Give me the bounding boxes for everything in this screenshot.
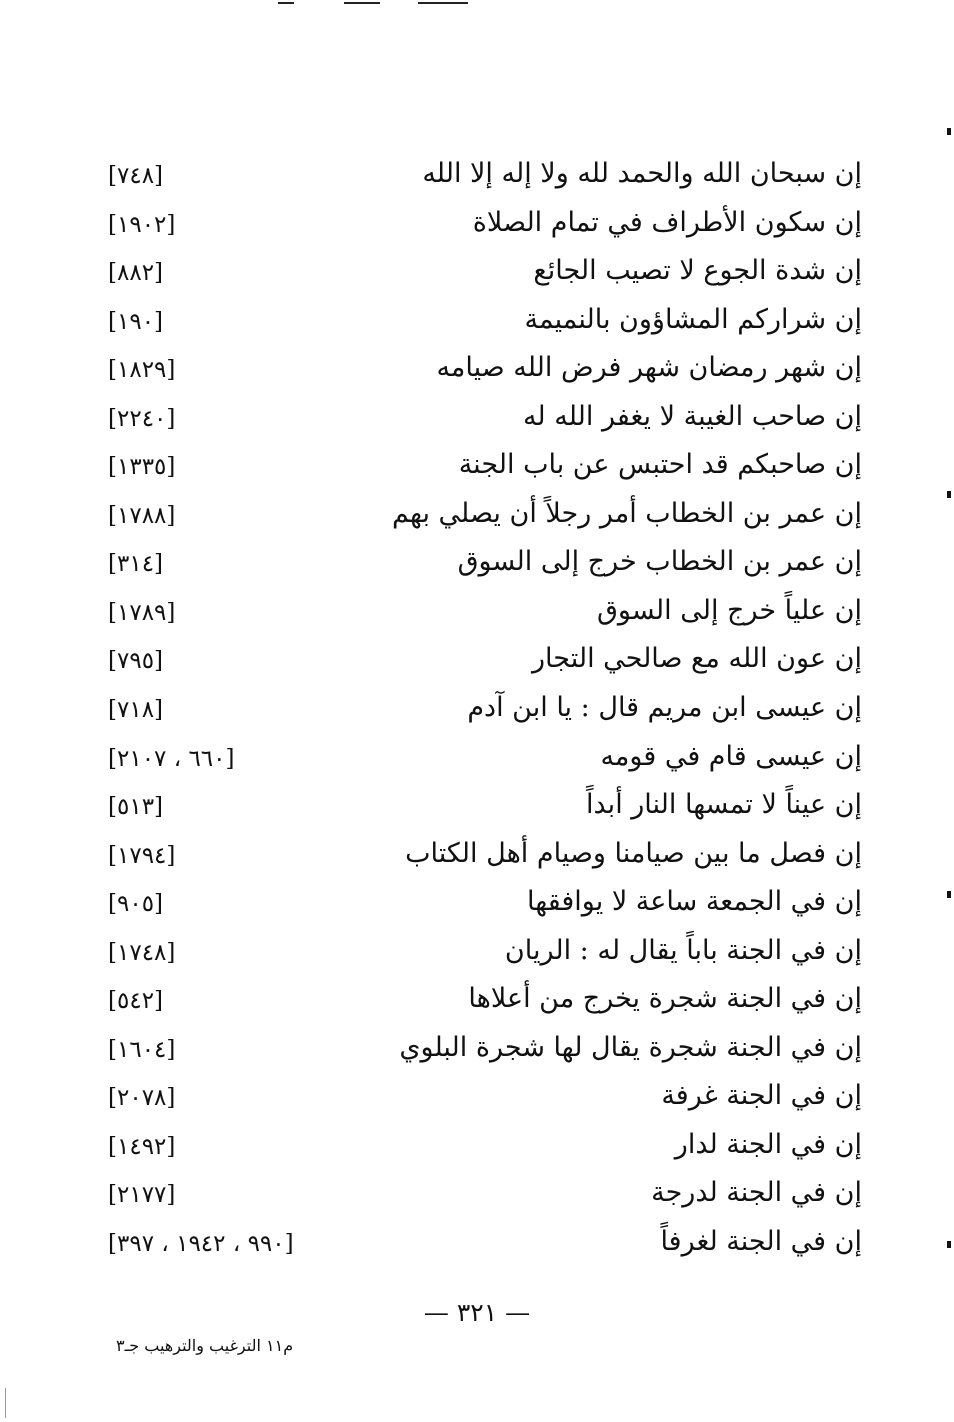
- reference-numbers: [١٧٩٤]: [108, 842, 176, 869]
- index-entry: [0, 298, 954, 347]
- index-entry: [0, 929, 954, 978]
- hadith-phrase: إن عمر بن الخطاب خرج إلى السوق: [457, 546, 862, 578]
- index-entry: [0, 1171, 954, 1220]
- hadith-phrase: إن عيسى ابن مريم قال : يا ابن آدم: [467, 692, 862, 724]
- index-entry: [0, 492, 954, 541]
- index-entry: [0, 201, 954, 250]
- reference-numbers: [١٧٨٩]: [108, 599, 176, 626]
- hadith-phrase: إن في الجنة شجرة يقال لها شجرة البلوي: [399, 1031, 862, 1063]
- reference-numbers: [١٤٩٢]: [108, 1133, 176, 1160]
- index-entry: [0, 1123, 954, 1172]
- index-entry: [0, 346, 954, 395]
- hadith-phrase: إن سبحان الله والحمد لله ولا إله إلا الله: [422, 158, 862, 189]
- index-entry: [0, 152, 954, 201]
- page-number: — ٣٢١ —: [423, 1298, 531, 1327]
- hadith-phrase: إن عيسى قام في قومه: [600, 740, 862, 772]
- index-entry: [0, 637, 954, 686]
- reference-numbers: [١٧٨٨]: [108, 502, 176, 529]
- hadith-phrase: إن صاحب الغيبة لا يغفر الله له: [522, 400, 862, 432]
- hadith-phrase: إن في الجنة شجرة يخرج من أعلاها: [468, 983, 862, 1015]
- reference-numbers: [١٧٤٨]: [108, 939, 176, 966]
- index-entry: [0, 1220, 954, 1269]
- hadith-phrase: إن شراركم المشاؤون بالنميمة: [524, 303, 862, 335]
- index-entry: [0, 443, 954, 492]
- index-entry: [0, 249, 954, 298]
- reference-numbers: [٥٤٢]: [108, 988, 164, 1015]
- scan-edge-mark: [5, 1388, 6, 1418]
- hadith-phrase: إن عمر بن الخطاب أمر رجلاً أن يصلي بهم: [392, 497, 862, 529]
- hadith-phrase: إن عون الله مع صالحي التجار: [532, 643, 862, 675]
- reference-numbers: [١٩٠٢]: [108, 211, 176, 238]
- hadith-phrase: إن علياً خرج إلى السوق: [596, 594, 862, 626]
- reference-numbers: [٢٠٧٨]: [108, 1085, 176, 1112]
- index-entry: [0, 686, 954, 735]
- reference-numbers: [١٣٣٥]: [108, 454, 176, 481]
- hadith-phrase: إن في الجنة لغرفاً: [660, 1226, 862, 1258]
- top-rule-1: [278, 2, 294, 4]
- hadith-phrase: إن فصل ما بين صيامنا وصيام أهل الكتاب: [405, 837, 862, 869]
- reference-numbers: [٣١٤]: [108, 551, 164, 578]
- hadith-phrase: إن سكون الأطراف في تمام الصلاة: [472, 206, 862, 238]
- index-entry: [0, 977, 954, 1026]
- hadith-phrase: إن في الجنة لدار: [674, 1128, 862, 1160]
- hadith-phrase: إن صاحبكم قد احتبس عن باب الجنة: [458, 449, 862, 481]
- index-entry: [0, 589, 954, 638]
- reference-numbers: [٨٨٢]: [108, 260, 164, 287]
- reference-numbers: [٩٩٠ ، ١٩٤٢ ، ٣٩٧]: [108, 1231, 294, 1258]
- index-entry: [0, 832, 954, 881]
- hadith-phrase: إن في الجمعة ساعة لا يوافقها: [527, 886, 862, 918]
- footer-signature: م١١ الترغيب والترهيب جـ٣: [116, 1336, 294, 1355]
- hadith-phrase: إن في الجنة غرفة: [661, 1080, 862, 1112]
- index-entry: [0, 1074, 954, 1123]
- hadith-phrase: إن عيناً لا تمسها النار أبداً: [586, 789, 862, 821]
- index-entry: [0, 880, 954, 929]
- top-rule-3: [418, 2, 468, 4]
- reference-numbers: [٢١٧٧]: [108, 1182, 176, 1209]
- hadith-phrase: إن شدة الجوع لا تصيب الجائع: [533, 255, 862, 287]
- index-entry: [0, 783, 954, 832]
- reference-numbers: [٢٢٤٠]: [108, 405, 176, 432]
- top-rule-2: [344, 2, 380, 4]
- index-entry: [0, 395, 954, 444]
- hadith-phrase: إن شهر رمضان شهر فرض الله صيامه: [436, 352, 862, 384]
- hadith-phrase: إن في الجنة باباً يقال له : الريان: [504, 934, 862, 966]
- reference-numbers: [١٦٠٤]: [108, 1036, 176, 1063]
- reference-numbers: [٩٠٥]: [108, 891, 164, 918]
- reference-numbers: [٧٤٨]: [108, 163, 164, 189]
- index-entries-list: [0, 152, 954, 1269]
- reference-numbers: [٧١٨]: [108, 697, 164, 724]
- reference-numbers: [٧٩٥]: [108, 648, 164, 675]
- reference-numbers: [٥١٣]: [108, 794, 164, 821]
- hadith-phrase: إن في الجنة لدرجة: [651, 1177, 862, 1209]
- index-entry: [0, 735, 954, 784]
- reference-numbers: [١٩٠]: [108, 308, 164, 335]
- reference-numbers: [٦٦٠ ، ٢١٠٧]: [108, 745, 235, 772]
- margin-mark-1: [947, 128, 951, 135]
- index-entry: [0, 540, 954, 589]
- index-entry: [0, 1026, 954, 1075]
- reference-numbers: [١٨٢٩]: [108, 357, 176, 384]
